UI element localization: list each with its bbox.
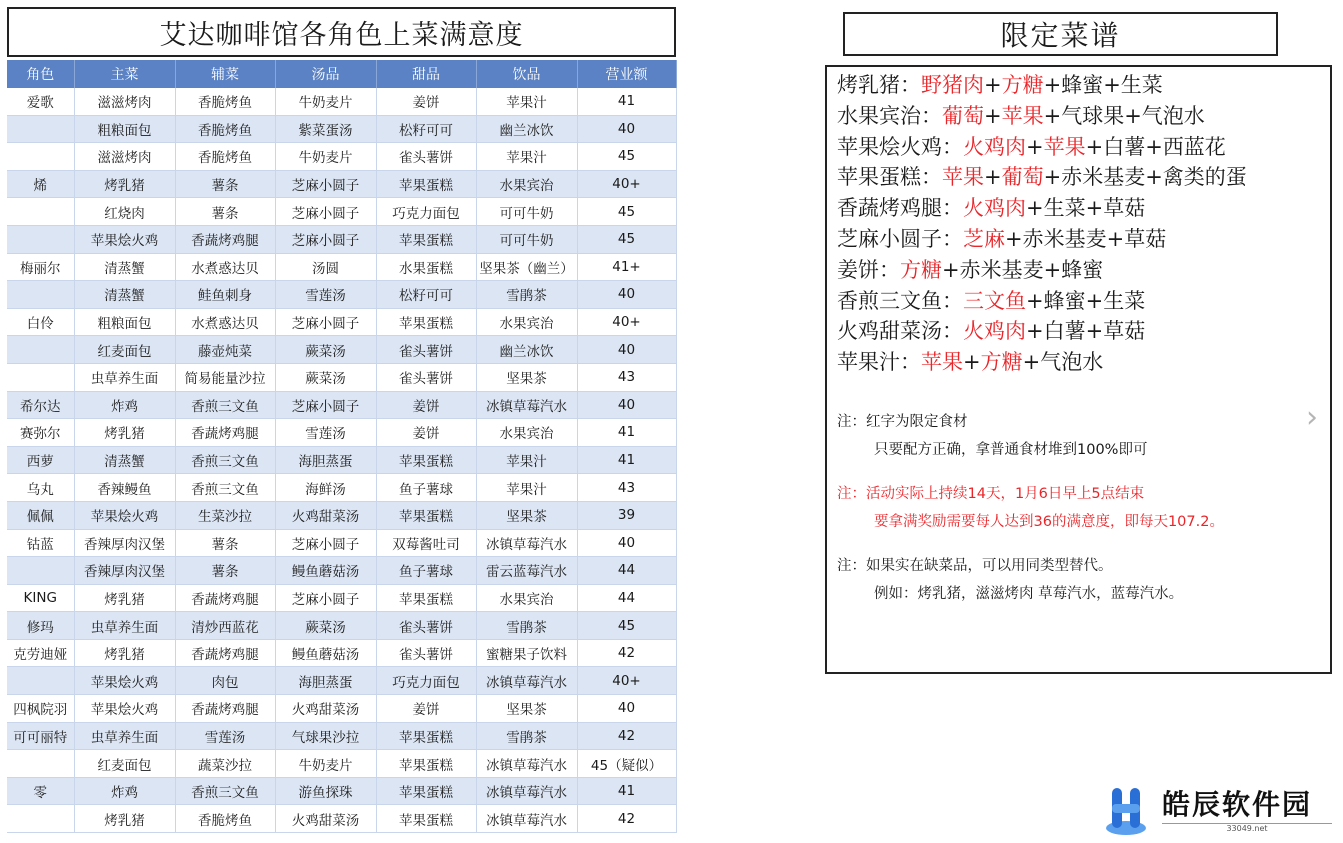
table-cell: 松籽可可 xyxy=(376,281,476,309)
table-cell: 姜饼 xyxy=(376,391,476,419)
table-cell: 清炒西蓝花 xyxy=(175,612,275,640)
table-cell xyxy=(7,667,74,695)
table-cell: 虫草养生面 xyxy=(74,612,175,640)
logo-name: 皓辰软件园 xyxy=(1162,787,1313,821)
table-cell: 海胆蒸蛋 xyxy=(275,667,376,695)
table-cell: 薯条 xyxy=(175,529,275,557)
limited-ingredient: 葡萄 xyxy=(942,103,984,128)
ingredient: +气球果+气泡水 xyxy=(1043,103,1205,128)
table-cell: 39 xyxy=(577,501,676,529)
ingredient: +蜂蜜+生菜 xyxy=(1043,73,1163,97)
ingredient: +赤米基麦+禽类的蛋 xyxy=(1043,165,1247,190)
site-logo xyxy=(1098,780,1338,840)
logo-url: 33049.net xyxy=(1162,823,1332,833)
limited-ingredient: 火鸡肉 xyxy=(963,196,1026,221)
table-cell: 苹果汁 xyxy=(476,143,577,171)
recipe-name: 烤乳猪： xyxy=(837,73,921,97)
table-cell: 香蔬烤鸡腿 xyxy=(175,695,275,723)
table-cell: 冰镇草莓汽水 xyxy=(476,805,577,833)
recipe-line xyxy=(837,286,1330,317)
table-row xyxy=(7,336,676,364)
table-cell: 虫草养生面 xyxy=(74,363,175,391)
table-cell: 苹果蛋糕 xyxy=(376,446,476,474)
table-cell: 佩佩 xyxy=(7,501,74,529)
table-cell xyxy=(7,336,74,364)
table-cell: 藤壶炖菜 xyxy=(175,336,275,364)
table-row xyxy=(7,391,676,419)
table-cell: 香煎三文鱼 xyxy=(175,391,275,419)
table-cell: 姜饼 xyxy=(376,419,476,447)
ingredient: +蜂蜜+生菜 xyxy=(1026,288,1146,313)
table-row xyxy=(7,612,676,640)
table-cell: 烤乳猪 xyxy=(74,639,175,667)
recipe-name: 香煎三文鱼： xyxy=(837,288,963,313)
column-header: 甜品 xyxy=(376,60,476,88)
table-cell: KING xyxy=(7,584,74,612)
table-cell: 烤乳猪 xyxy=(74,584,175,612)
table-cell: 蔬菜沙拉 xyxy=(175,750,275,778)
table-cell: 芝麻小圆子 xyxy=(275,308,376,336)
recipe-line xyxy=(837,224,1330,255)
table-cell: 梅丽尔 xyxy=(7,253,74,281)
note-line: 例如：烤乳猪，滋滋烤肉 草莓汽水，蓝莓汽水。 xyxy=(874,585,1184,602)
table-cell: 苹果蛋糕 xyxy=(376,722,476,750)
ingredient: + xyxy=(984,165,1002,190)
table-cell: 坚果茶 xyxy=(476,501,577,529)
table-cell: 火鸡甜菜汤 xyxy=(275,501,376,529)
table-cell: 40 xyxy=(577,391,676,419)
table-cell: 雪莲汤 xyxy=(275,281,376,309)
table-cell: 苹果蛋糕 xyxy=(376,225,476,253)
limited-ingredient: 三文鱼 xyxy=(963,288,1026,313)
table-cell: 烤乳猪 xyxy=(74,170,175,198)
limited-ingredient: 方糖 xyxy=(980,350,1023,375)
table-row xyxy=(7,281,676,309)
table-cell: 红烧肉 xyxy=(74,198,175,226)
ingredient: +赤米基麦+草菇 xyxy=(1005,226,1167,251)
table-cell: 坚果茶 xyxy=(476,363,577,391)
limited-ingredient: 火鸡肉 xyxy=(963,134,1026,159)
table-cell: 烯 xyxy=(7,170,74,198)
recipe-name: 姜饼： xyxy=(837,257,900,282)
ingredient: + xyxy=(1026,134,1044,159)
table-cell: 41 xyxy=(577,446,676,474)
table-cell: 43 xyxy=(577,474,676,502)
table-cell: 汤圆 xyxy=(275,253,376,281)
table-cell: 雪鹃茶 xyxy=(476,281,577,309)
table-row xyxy=(7,695,676,723)
table-cell: 蕨菜汤 xyxy=(275,336,376,364)
table-cell: 苹果蛋糕 xyxy=(376,750,476,778)
table-cell: 鳗鱼蘑菇汤 xyxy=(275,639,376,667)
table-cell: 海鲜汤 xyxy=(275,474,376,502)
table-cell: 水果宾治 xyxy=(476,584,577,612)
table-cell: 游鱼探珠 xyxy=(275,777,376,805)
table-cell: 炸鸡 xyxy=(74,391,175,419)
column-header: 汤品 xyxy=(275,60,376,88)
table-cell: 香辣厚肉汉堡 xyxy=(74,557,175,585)
table-cell: 45（疑似） xyxy=(577,750,676,778)
table-cell: 姜饼 xyxy=(376,88,476,115)
table-cell: 芝麻小圆子 xyxy=(275,225,376,253)
table-title: 艾达咖啡馆各角色上菜满意度 xyxy=(7,7,676,57)
note-line: 要拿满奖励需要每人达到36的满意度，即每天107.2。 xyxy=(874,513,1224,530)
table-cell xyxy=(7,805,74,833)
table-cell: 雪鹃茶 xyxy=(476,722,577,750)
table-cell: 烤乳猪 xyxy=(74,419,175,447)
table-cell: 火鸡甜菜汤 xyxy=(275,695,376,723)
table-row xyxy=(7,88,676,115)
note-block xyxy=(837,408,1330,464)
table-cell: 气球果沙拉 xyxy=(275,722,376,750)
table-row xyxy=(7,253,676,281)
table-cell: 双莓酱吐司 xyxy=(376,529,476,557)
table-cell: 43 xyxy=(577,363,676,391)
limited-ingredient: 苹果 xyxy=(1001,103,1044,128)
table-cell xyxy=(7,557,74,585)
note-line: 只要配方正确，拿普通食材堆到100%即可 xyxy=(874,441,1148,458)
column-header: 营业额 xyxy=(577,60,676,88)
table-cell: 42 xyxy=(577,639,676,667)
table-cell: 幽兰冰饮 xyxy=(476,115,577,143)
table-cell xyxy=(7,198,74,226)
table-cell: 冰镇草莓汽水 xyxy=(476,391,577,419)
table-cell: 希尔达 xyxy=(7,391,74,419)
table-cell xyxy=(7,750,74,778)
table-cell: 苹果烩火鸡 xyxy=(74,225,175,253)
table-row xyxy=(7,198,676,226)
recipe-line xyxy=(837,162,1330,193)
table-cell: 香脆烤鱼 xyxy=(175,805,275,833)
table-row xyxy=(7,419,676,447)
column-header: 角色 xyxy=(7,60,74,88)
table-cell: 芝麻小圆子 xyxy=(275,529,376,557)
table-cell: 清蒸蟹 xyxy=(74,253,175,281)
table-row xyxy=(7,225,676,253)
table-cell: 赛弥尔 xyxy=(7,419,74,447)
table-cell: 香蔬烤鸡腿 xyxy=(175,639,275,667)
table-cell: 零 xyxy=(7,777,74,805)
recipe-line xyxy=(837,316,1330,347)
table-row xyxy=(7,363,676,391)
table-cell: 40+ xyxy=(577,308,676,336)
table-cell: 清蒸蟹 xyxy=(74,281,175,309)
table-cell: 薯条 xyxy=(175,170,275,198)
column-header: 主菜 xyxy=(74,60,175,88)
limited-ingredient: 芝麻 xyxy=(963,226,1005,251)
table-row xyxy=(7,805,676,833)
table-cell: 冰镇草莓汽水 xyxy=(476,529,577,557)
table-cell: 苹果烩火鸡 xyxy=(74,695,175,723)
ingredient: +白薯+西蓝花 xyxy=(1085,134,1226,159)
table-cell xyxy=(7,225,74,253)
ingredient: +生菜+草菇 xyxy=(1026,196,1146,221)
table-cell: 苹果烩火鸡 xyxy=(74,667,175,695)
table-cell: 坚果茶（幽兰） xyxy=(476,253,577,281)
limited-ingredient: 野猪肉 xyxy=(921,73,984,97)
table-cell: 40 xyxy=(577,529,676,557)
table-cell: 41 xyxy=(577,777,676,805)
table-cell: 苹果汁 xyxy=(476,446,577,474)
table-cell: 雀头薯饼 xyxy=(376,363,476,391)
table-cell: 四枫院羽 xyxy=(7,695,74,723)
table-cell: 雀头薯饼 xyxy=(376,612,476,640)
table-row xyxy=(7,501,676,529)
table-cell: 蜜糖果子饮料 xyxy=(476,639,577,667)
table-cell: 香脆烤鱼 xyxy=(175,115,275,143)
table-cell: 滋滋烤肉 xyxy=(74,143,175,171)
table-cell: 芝麻小圆子 xyxy=(275,198,376,226)
table-cell: 水果宾治 xyxy=(476,419,577,447)
chevron-right-icon[interactable]: › xyxy=(1306,400,1318,435)
table-cell: 蕨菜汤 xyxy=(275,612,376,640)
table-cell: 海胆蒸蛋 xyxy=(275,446,376,474)
table-cell: 42 xyxy=(577,722,676,750)
table-row xyxy=(7,308,676,336)
limited-ingredient: 葡萄 xyxy=(1001,165,1044,190)
table-cell: 肉包 xyxy=(175,667,275,695)
limited-ingredient: 苹果 xyxy=(942,165,984,190)
table-cell xyxy=(7,363,74,391)
table-cell: 45 xyxy=(577,198,676,226)
table-cell: 幽兰冰饮 xyxy=(476,336,577,364)
table-cell: 紫菜蛋汤 xyxy=(275,115,376,143)
table-cell: 苹果汁 xyxy=(476,474,577,502)
recipe-name: 香蔬烤鸡腿： xyxy=(837,196,963,221)
note-line: 注：活动实际上持续14天，1月6日早上5点结束 xyxy=(837,485,1145,502)
table-row xyxy=(7,667,676,695)
table-cell: 雪鹃茶 xyxy=(476,612,577,640)
table-cell: 钴蓝 xyxy=(7,529,74,557)
table-cell: 雀头薯饼 xyxy=(376,639,476,667)
table-cell: 西萝 xyxy=(7,446,74,474)
table-cell: 水煮惑达贝 xyxy=(175,308,275,336)
table-row xyxy=(7,639,676,667)
table-cell: 苹果蛋糕 xyxy=(376,170,476,198)
table-cell: 雪莲汤 xyxy=(175,722,275,750)
satisfaction-table xyxy=(7,60,677,833)
table-cell: 简易能量沙拉 xyxy=(175,363,275,391)
table-cell: 芝麻小圆子 xyxy=(275,391,376,419)
table-cell: 44 xyxy=(577,584,676,612)
limited-ingredient: 方糖 xyxy=(1001,73,1044,97)
table-row xyxy=(7,557,676,585)
table-cell: 苹果蛋糕 xyxy=(376,308,476,336)
table-cell: 烤乳猪 xyxy=(74,805,175,833)
table-cell: 巧克力面包 xyxy=(376,198,476,226)
ingredient: +赤米基麦+蜂蜜 xyxy=(942,257,1104,282)
table-cell: 鱼子薯球 xyxy=(376,474,476,502)
table-header-row xyxy=(7,60,676,88)
notes xyxy=(837,408,1330,608)
table-cell: 鳗鱼蘑菇汤 xyxy=(275,557,376,585)
satisfaction-table-section xyxy=(7,7,676,833)
table-cell: 鱼子薯球 xyxy=(376,557,476,585)
table-cell: 可可牛奶 xyxy=(476,225,577,253)
table-cell: 40 xyxy=(577,336,676,364)
table-cell: 生菜沙拉 xyxy=(175,501,275,529)
recipe-list xyxy=(837,70,1330,378)
table-cell: 红麦面包 xyxy=(74,750,175,778)
note-line: 注：红字为限定食材 xyxy=(837,413,968,430)
table-cell: 香脆烤鱼 xyxy=(175,143,275,171)
table-cell: 雷云蓝莓汽水 xyxy=(476,557,577,585)
table-cell: 牛奶麦片 xyxy=(275,88,376,115)
table-row xyxy=(7,750,676,778)
table-cell: 冰镇草莓汽水 xyxy=(476,667,577,695)
limited-ingredient: 火鸡肉 xyxy=(963,319,1026,344)
table-cell: 蕨菜汤 xyxy=(275,363,376,391)
table-row xyxy=(7,115,676,143)
table-cell: 41 xyxy=(577,419,676,447)
table-cell: 香辣厚肉汉堡 xyxy=(74,529,175,557)
table-cell: 45 xyxy=(577,225,676,253)
limited-ingredient: 苹果 xyxy=(921,350,963,375)
recipe-line xyxy=(837,347,1330,378)
recipe-name: 苹果烩火鸡： xyxy=(837,134,963,159)
table-row xyxy=(7,529,676,557)
table-cell: 苹果蛋糕 xyxy=(376,805,476,833)
table-cell: 芝麻小圆子 xyxy=(275,170,376,198)
column-header: 饮品 xyxy=(476,60,577,88)
table-cell: 水果蛋糕 xyxy=(376,253,476,281)
recipe-line xyxy=(837,255,1330,286)
table-cell: 粗粮面包 xyxy=(74,308,175,336)
table-cell: 炸鸡 xyxy=(74,777,175,805)
table-cell: 清蒸蟹 xyxy=(74,446,175,474)
table-cell: 巧克力面包 xyxy=(376,667,476,695)
table-cell: 牛奶麦片 xyxy=(275,750,376,778)
table-cell: 香脆烤鱼 xyxy=(175,88,275,115)
table-cell: 薯条 xyxy=(175,557,275,585)
table-cell: 冰镇草莓汽水 xyxy=(476,750,577,778)
table-cell: 爱歌 xyxy=(7,88,74,115)
table-cell: 乌丸 xyxy=(7,474,74,502)
table-body xyxy=(7,88,676,833)
table-cell: 苹果蛋糕 xyxy=(376,501,476,529)
table-row xyxy=(7,777,676,805)
table-row xyxy=(7,170,676,198)
note-line: 注：如果实在缺菜品，可以用同类型替代。 xyxy=(837,557,1113,574)
table-cell: 冰镇草莓汽水 xyxy=(476,777,577,805)
table-cell: 苹果烩火鸡 xyxy=(74,501,175,529)
recipe-name: 芝麻小圆子： xyxy=(837,226,963,251)
recipes-title: 限定菜谱 xyxy=(843,12,1278,56)
table-cell: 香蔬烤鸡腿 xyxy=(175,419,275,447)
table-cell: 雀头薯饼 xyxy=(376,143,476,171)
table-row xyxy=(7,446,676,474)
table-cell: 虫草养生面 xyxy=(74,722,175,750)
recipe-name: 苹果汁： xyxy=(837,350,921,375)
table-cell: 44 xyxy=(577,557,676,585)
table-cell: 火鸡甜菜汤 xyxy=(275,805,376,833)
table-cell: 40+ xyxy=(577,667,676,695)
ingredient: + xyxy=(984,103,1002,128)
recipes-panel xyxy=(825,65,1332,674)
recipe-line xyxy=(837,132,1330,163)
table-cell: 克劳迪娅 xyxy=(7,639,74,667)
table-cell: 雀头薯饼 xyxy=(376,336,476,364)
table-cell: 可可牛奶 xyxy=(476,198,577,226)
ingredient: +白薯+草菇 xyxy=(1026,319,1146,344)
table-cell: 芝麻小圆子 xyxy=(275,584,376,612)
table-cell: 修玛 xyxy=(7,612,74,640)
recipe-line xyxy=(837,101,1330,132)
recipe-line xyxy=(837,70,1330,101)
table-cell: 45 xyxy=(577,612,676,640)
table-cell: 水果宾治 xyxy=(476,170,577,198)
table-cell: 香煎三文鱼 xyxy=(175,474,275,502)
ingredient: + xyxy=(984,73,1002,97)
table-cell: 41+ xyxy=(577,253,676,281)
table-cell: 香蔬烤鸡腿 xyxy=(175,225,275,253)
table-cell: 45 xyxy=(577,143,676,171)
table-cell: 香辣鳗鱼 xyxy=(74,474,175,502)
table-row xyxy=(7,584,676,612)
recipe-name: 火鸡甜菜汤： xyxy=(837,319,963,344)
table-cell: 香煎三文鱼 xyxy=(175,777,275,805)
table-cell xyxy=(7,115,74,143)
table-row xyxy=(7,722,676,750)
table-cell: 雪莲汤 xyxy=(275,419,376,447)
note-block xyxy=(837,552,1330,608)
table-cell: 水果宾治 xyxy=(476,308,577,336)
table-cell: 松籽可可 xyxy=(376,115,476,143)
table-cell: 香煎三文鱼 xyxy=(175,446,275,474)
table-cell: 白伶 xyxy=(7,308,74,336)
table-cell: 滋滋烤肉 xyxy=(74,88,175,115)
recipe-name: 苹果蛋糕： xyxy=(837,165,942,190)
table-cell: 40 xyxy=(577,115,676,143)
column-header: 辅菜 xyxy=(175,60,275,88)
ingredient: +气泡水 xyxy=(1022,350,1104,375)
logo-mark-icon xyxy=(1098,782,1154,838)
table-cell: 鲑鱼刺身 xyxy=(175,281,275,309)
table-cell: 42 xyxy=(577,805,676,833)
table-cell: 粗粮面包 xyxy=(74,115,175,143)
ingredient: + xyxy=(963,350,981,375)
table-cell: 水煮惑达贝 xyxy=(175,253,275,281)
table-cell: 薯条 xyxy=(175,198,275,226)
table-cell: 牛奶麦片 xyxy=(275,143,376,171)
table-cell: 坚果茶 xyxy=(476,695,577,723)
table-cell: 苹果蛋糕 xyxy=(376,777,476,805)
note-block xyxy=(837,480,1330,536)
table-cell: 苹果汁 xyxy=(476,88,577,115)
recipe-line xyxy=(837,193,1330,224)
table-cell: 可可丽特 xyxy=(7,722,74,750)
table-cell: 姜饼 xyxy=(376,695,476,723)
table-cell xyxy=(7,143,74,171)
table-cell: 香蔬烤鸡腿 xyxy=(175,584,275,612)
table-cell: 41 xyxy=(577,88,676,115)
table-cell: 40 xyxy=(577,281,676,309)
table-cell: 40 xyxy=(577,695,676,723)
recipe-name: 水果宾治： xyxy=(837,103,942,128)
table-row xyxy=(7,474,676,502)
limited-ingredient: 方糖 xyxy=(900,257,942,282)
table-cell xyxy=(7,281,74,309)
table-cell: 红麦面包 xyxy=(74,336,175,364)
table-cell: 40+ xyxy=(577,170,676,198)
table-row xyxy=(7,143,676,171)
limited-ingredient: 苹果 xyxy=(1043,134,1086,159)
table-cell: 苹果蛋糕 xyxy=(376,584,476,612)
